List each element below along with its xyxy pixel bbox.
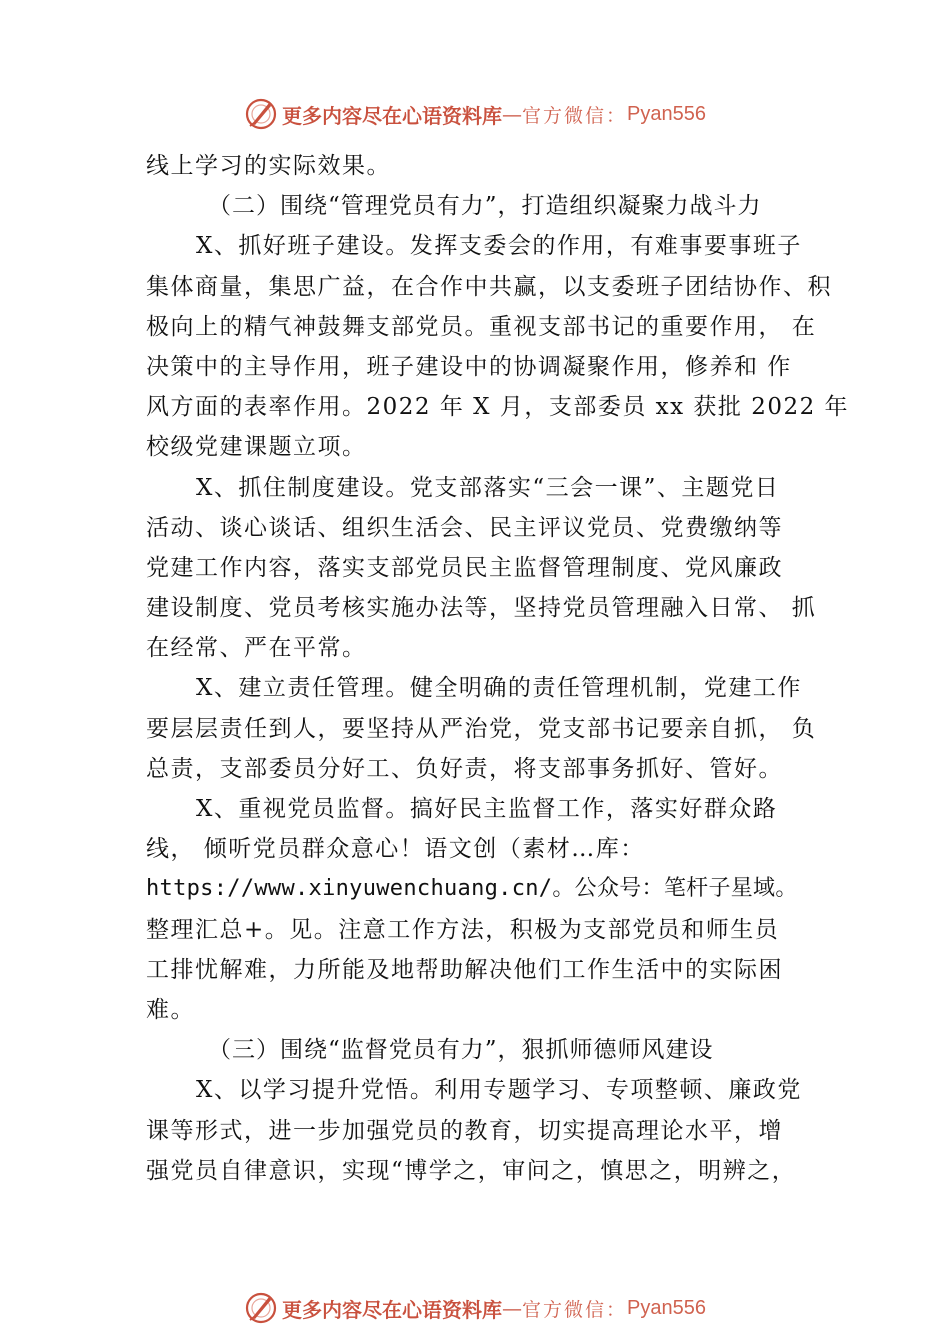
- text-line: 在经常、严在平常。: [146, 635, 367, 662]
- text-line: 线， 倾听党员群众意心！语文创（素材…库：: [146, 836, 645, 863]
- text-line: 校级党建课题立项。: [146, 434, 367, 461]
- text-line: 总责，支部委员分好工、负好责，将支部事务抓好、管好。: [146, 755, 783, 782]
- text-line: 强党员自律意识，实现“博学之，审问之，慎思之，明辨之，: [146, 1157, 797, 1184]
- quill-seal-icon: [244, 1291, 278, 1325]
- watermark-label: 官方微信：: [522, 1298, 628, 1321]
- watermark-wechat-id: Pyan556: [627, 1296, 706, 1319]
- section-heading: （三）围绕“监督党员有力”，狠抓师德师风建设: [208, 1037, 714, 1064]
- text-line: 风方面的表率作用。2022 年 X 月，支部委员 xx 获批 2022 年: [146, 394, 850, 421]
- text-line: 难。: [146, 996, 195, 1023]
- paragraph-start: X、建立责任管理。健全明确的责任管理机制，党建工作: [196, 675, 802, 702]
- url-line: https://www.xinyuwenchuang.cn/。公众号：笔杆子星域。: [146, 876, 798, 902]
- text-line: 线上学习的实际效果。: [146, 153, 391, 179]
- paragraph-start: X、以学习提升党悟。利用专题学习、专项整顿、廉政党: [196, 1077, 802, 1104]
- paragraph-start: X、抓住制度建设。党支部落实“三会一课”、主题党日: [196, 474, 780, 501]
- text-line: 要层层责任到人，要坚持从严治党，党支部书记要亲自抓， 负: [146, 715, 817, 742]
- text-line: 党建工作内容，落实支部党员民主监督管理制度、党风廉政: [146, 554, 783, 581]
- section-heading: （二）围绕“管理党员有力”，打造组织凝聚力战斗力: [208, 193, 762, 220]
- footer-watermark: [0, 1288, 950, 1328]
- document-body: [146, 146, 850, 1191]
- text-line: 整理汇总+。见。注意工作方法，积极为支部党员和师生员: [146, 916, 780, 943]
- watermark-label: 官方微信：: [522, 104, 628, 127]
- watermark-dash: —: [502, 1296, 522, 1320]
- text-line: 极向上的精气神鼓舞支部党员。重视支部书记的重要作用， 在: [146, 313, 817, 340]
- paragraph-start: X、抓好班子建设。发挥支委会的作用，有难事要事班子: [196, 233, 802, 260]
- text-line: 课等形式，进一步加强党员的教育，切实提高理论水平，增: [146, 1117, 783, 1144]
- watermark-wechat-id: Pyan556: [627, 102, 706, 125]
- header-watermark: [0, 94, 950, 134]
- watermark-brand: 更多内容尽在心语资料库: [282, 1297, 502, 1322]
- text-line: 决策中的主导作用，班子建设中的协调凝聚作用，修养和 作: [146, 353, 792, 380]
- watermark-brand: 更多内容尽在心语资料库: [282, 103, 502, 128]
- watermark-dash: —: [502, 102, 522, 126]
- text-line: 集体商量，集思广益，在合作中共赢，以支委班子团结协作、积: [146, 273, 832, 300]
- text-line: 活动、谈心谈话、组织生活会、民主评议党员、党费缴纳等: [146, 514, 783, 541]
- paragraph-start: X、重视党员监督。搞好民主监督工作，落实好群众路: [196, 796, 778, 822]
- text-line: 工排忧解难，力所能及地帮助解决他们工作生活中的实际困: [146, 956, 783, 983]
- text-line: 建设制度、党员考核实施办法等，坚持党员管理融入日常、 抓: [146, 595, 817, 622]
- quill-seal-icon: [244, 97, 278, 131]
